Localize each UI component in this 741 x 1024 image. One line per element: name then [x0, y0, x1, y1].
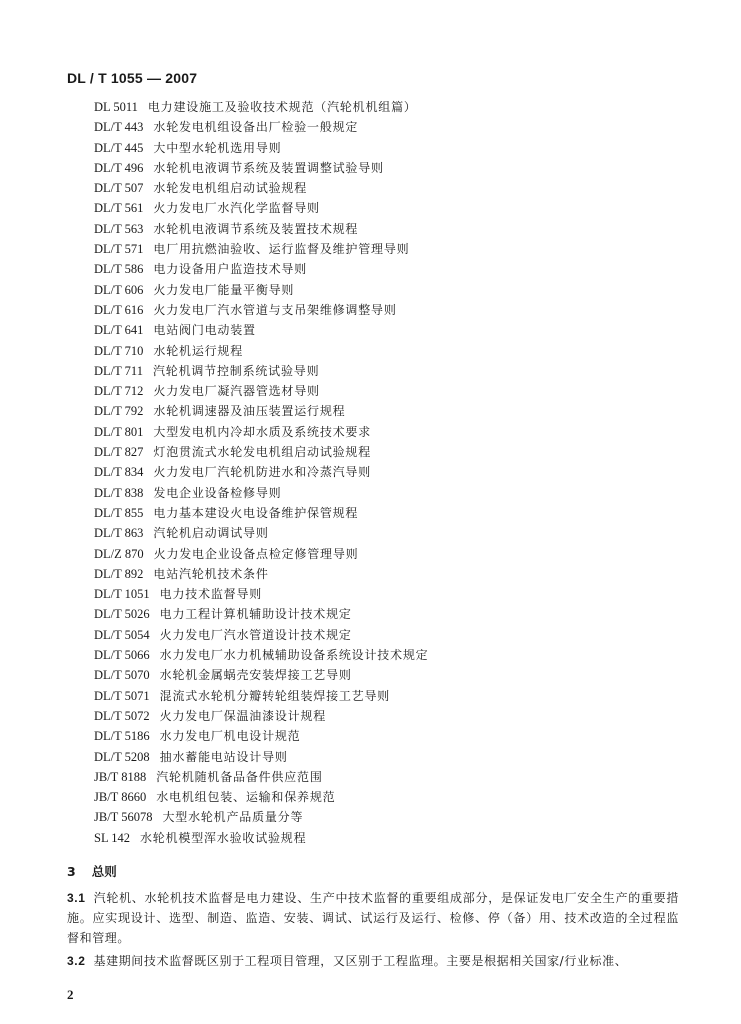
reference-title: 大型水轮机产品质量分等 [162, 810, 304, 825]
reference-code: DL/T 838 [94, 485, 144, 500]
reference-title: 大中型水轮机选用导则 [153, 140, 282, 155]
reference-title: 汽轮机随机备品备件供应范围 [156, 769, 323, 784]
reference-item [94, 199, 694, 219]
reference-title: 火力发电厂保温油漆设计规程 [159, 708, 327, 723]
reference-item [94, 504, 694, 524]
reference-item [94, 342, 694, 362]
reference-item [94, 240, 694, 260]
reference-title: 火力发电厂水汽化学监督导则 [153, 201, 320, 216]
reference-title: 抽水蓄能电站设计导则 [159, 749, 288, 764]
reference-title: 水轮机电液调节系统及装置技术规程 [153, 221, 359, 236]
reference-item [94, 545, 694, 565]
reference-title: 水轮发电机组启动试验规程 [153, 181, 308, 196]
reference-title: 火力发电厂汽水管道设计技术规定 [159, 627, 352, 642]
reference-title: 火力发电厂汽轮机防进水和冷蒸汽导则 [153, 465, 372, 480]
reference-item [94, 220, 694, 240]
reference-item [94, 98, 694, 118]
reference-title: 汽轮机调节控制系统试验导则 [152, 363, 320, 378]
reference-code: DL/T 5208 [94, 749, 150, 764]
reference-code: DL/T 496 [94, 160, 144, 175]
reference-title: 水电机组包装、运输和保养规范 [156, 790, 336, 805]
reference-item [94, 321, 694, 341]
reference-title: 水力发电厂机电设计规范 [159, 729, 301, 744]
reference-code: DL/T 711 [94, 363, 143, 378]
clause-3-2 [67, 951, 679, 971]
clause-3-2-number: 3.2 [67, 954, 86, 968]
reference-item [94, 281, 694, 301]
reference-item [94, 484, 694, 504]
reference-title: 水轮机金属蜗壳安装焊接工艺导则 [159, 668, 352, 683]
reference-item [94, 159, 694, 179]
reference-item [94, 707, 694, 727]
reference-item [94, 118, 694, 138]
reference-item [94, 362, 694, 382]
reference-code: DL/T 5070 [94, 668, 150, 683]
reference-item [94, 788, 694, 808]
reference-code: DL/T 892 [94, 566, 144, 581]
clause-3-1-number: 3.1 [67, 891, 86, 905]
reference-code: DL/T 571 [94, 242, 144, 257]
reference-code: DL/T 561 [94, 201, 144, 216]
reference-item [94, 179, 694, 199]
reference-item [94, 382, 694, 402]
reference-title: 电站汽轮机技术条件 [153, 566, 269, 581]
reference-title: 水轮机调速器及油压装置运行规程 [153, 404, 346, 419]
reference-code: DL/T 863 [94, 526, 144, 541]
normative-references-list [94, 98, 694, 849]
reference-item [94, 808, 694, 828]
reference-code: JB/T 8660 [94, 790, 147, 805]
reference-code: DL/T 5072 [94, 708, 150, 723]
reference-code: DL 5011 [94, 100, 138, 114]
reference-item [94, 565, 694, 585]
section-3-heading [67, 862, 117, 880]
reference-item [94, 626, 694, 646]
reference-code: DL/T 801 [94, 424, 144, 439]
reference-item [94, 524, 694, 544]
reference-code: JB/T 8188 [94, 769, 147, 784]
reference-code: DL/T 443 [94, 120, 144, 135]
reference-item [94, 423, 694, 443]
reference-title: 水轮发电机组设备出厂检验一般规定 [153, 120, 359, 135]
section-3-number: 3 [67, 864, 76, 879]
reference-title: 火力发电厂能量平衡导则 [153, 282, 295, 297]
reference-code: DL/T 5054 [94, 627, 150, 642]
reference-title: 水轮机运行规程 [153, 343, 244, 358]
reference-title: 电力工程计算机辅助设计技术规定 [159, 607, 352, 622]
reference-code: DL/T 5026 [94, 607, 150, 622]
reference-title: 电站阀门电动装置 [153, 323, 256, 338]
reference-item [94, 829, 694, 849]
reference-item [94, 585, 694, 605]
reference-item [94, 768, 694, 788]
reference-code: DL/T 712 [94, 384, 144, 399]
reference-title: 电力基本建设火电设备维护保管规程 [153, 505, 359, 520]
reference-code: DL/T 586 [94, 262, 144, 277]
reference-title: 电力设备用户监造技术导则 [153, 262, 308, 277]
reference-code: DL/T 5186 [94, 729, 150, 744]
reference-code: DL/T 507 [94, 181, 144, 196]
reference-code: DL/Z 870 [94, 546, 144, 561]
reference-title: 电厂用抗燃油验收、运行监督及维护管理导则 [153, 242, 410, 257]
reference-title: 火力发电厂凝汽器管选材导则 [153, 384, 320, 399]
reference-code: SL 142 [94, 830, 130, 845]
reference-item [94, 687, 694, 707]
reference-code: DL/T 710 [94, 343, 144, 358]
reference-title: 电力建设施工及验收技术规范（汽轮机机组篇） [147, 100, 417, 114]
reference-title: 水轮机电液调节系统及装置调整试验导则 [153, 160, 384, 175]
reference-item [94, 402, 694, 422]
reference-code: DL/T 834 [94, 465, 144, 480]
reference-code: DL/T 445 [94, 140, 144, 155]
reference-item [94, 748, 694, 768]
reference-code: DL/T 616 [94, 302, 144, 317]
reference-code: DL/T 827 [94, 445, 144, 460]
clause-3-2-text: 基建期间技术监督既区别于工程项目管理，又区别于工程监理。主要是根据相关国家/行业标准、 [93, 954, 628, 968]
reference-title: 发电企业设备检修导则 [153, 485, 282, 500]
reference-code: JB/T 56078 [94, 810, 153, 825]
reference-code: DL/T 641 [94, 323, 144, 338]
reference-title: 混流式水轮机分瓣转轮组装焊接工艺导则 [159, 688, 391, 703]
clause-3-1-text: 汽轮机、水轮机技术监督是电力建设、生产中技术监督的重要组成部分，是保证发电厂安全生产的重要措施。应实现设计、选型、制造、监造、安装、调试、试运行及运行、检修、停（备）用、技术改造的全过程监督和管理。 [67, 891, 679, 945]
reference-title: 火力发电企业设备点检定修管理导则 [153, 546, 359, 561]
standard-number-header: DL / T 1055 — 2007 [67, 70, 198, 86]
reference-code: DL/T 5066 [94, 648, 150, 663]
reference-item [94, 727, 694, 747]
reference-title: 火力发电厂汽水管道与支吊架维修调整导则 [153, 302, 397, 317]
reference-code: DL/T 5071 [94, 688, 150, 703]
reference-item [94, 666, 694, 686]
reference-title: 汽轮机启动调试导则 [153, 526, 269, 541]
reference-item [94, 139, 694, 159]
reference-title: 水轮机模型浑水验收试验规程 [140, 830, 307, 845]
reference-item [94, 260, 694, 280]
clause-3-1 [67, 888, 679, 948]
reference-item [94, 646, 694, 666]
reference-code: DL/T 855 [94, 505, 144, 520]
reference-item [94, 443, 694, 463]
reference-item [94, 463, 694, 483]
reference-code: DL/T 1051 [94, 587, 150, 602]
reference-item [94, 301, 694, 321]
reference-item [94, 605, 694, 625]
reference-title: 电力技术监督导则 [159, 587, 263, 602]
reference-title: 大型发电机内冷却水质及系统技术要求 [153, 424, 372, 439]
reference-title: 灯泡贯流式水轮发电机组启动试验规程 [153, 445, 372, 460]
reference-title: 水力发电厂水力机械辅助设备系统设计技术规定 [159, 648, 429, 663]
page-number: 2 [67, 987, 74, 1002]
section-3-title: 总则 [91, 864, 117, 879]
reference-code: DL/T 563 [94, 221, 144, 236]
reference-code: DL/T 792 [94, 404, 144, 419]
reference-code: DL/T 606 [94, 282, 144, 297]
